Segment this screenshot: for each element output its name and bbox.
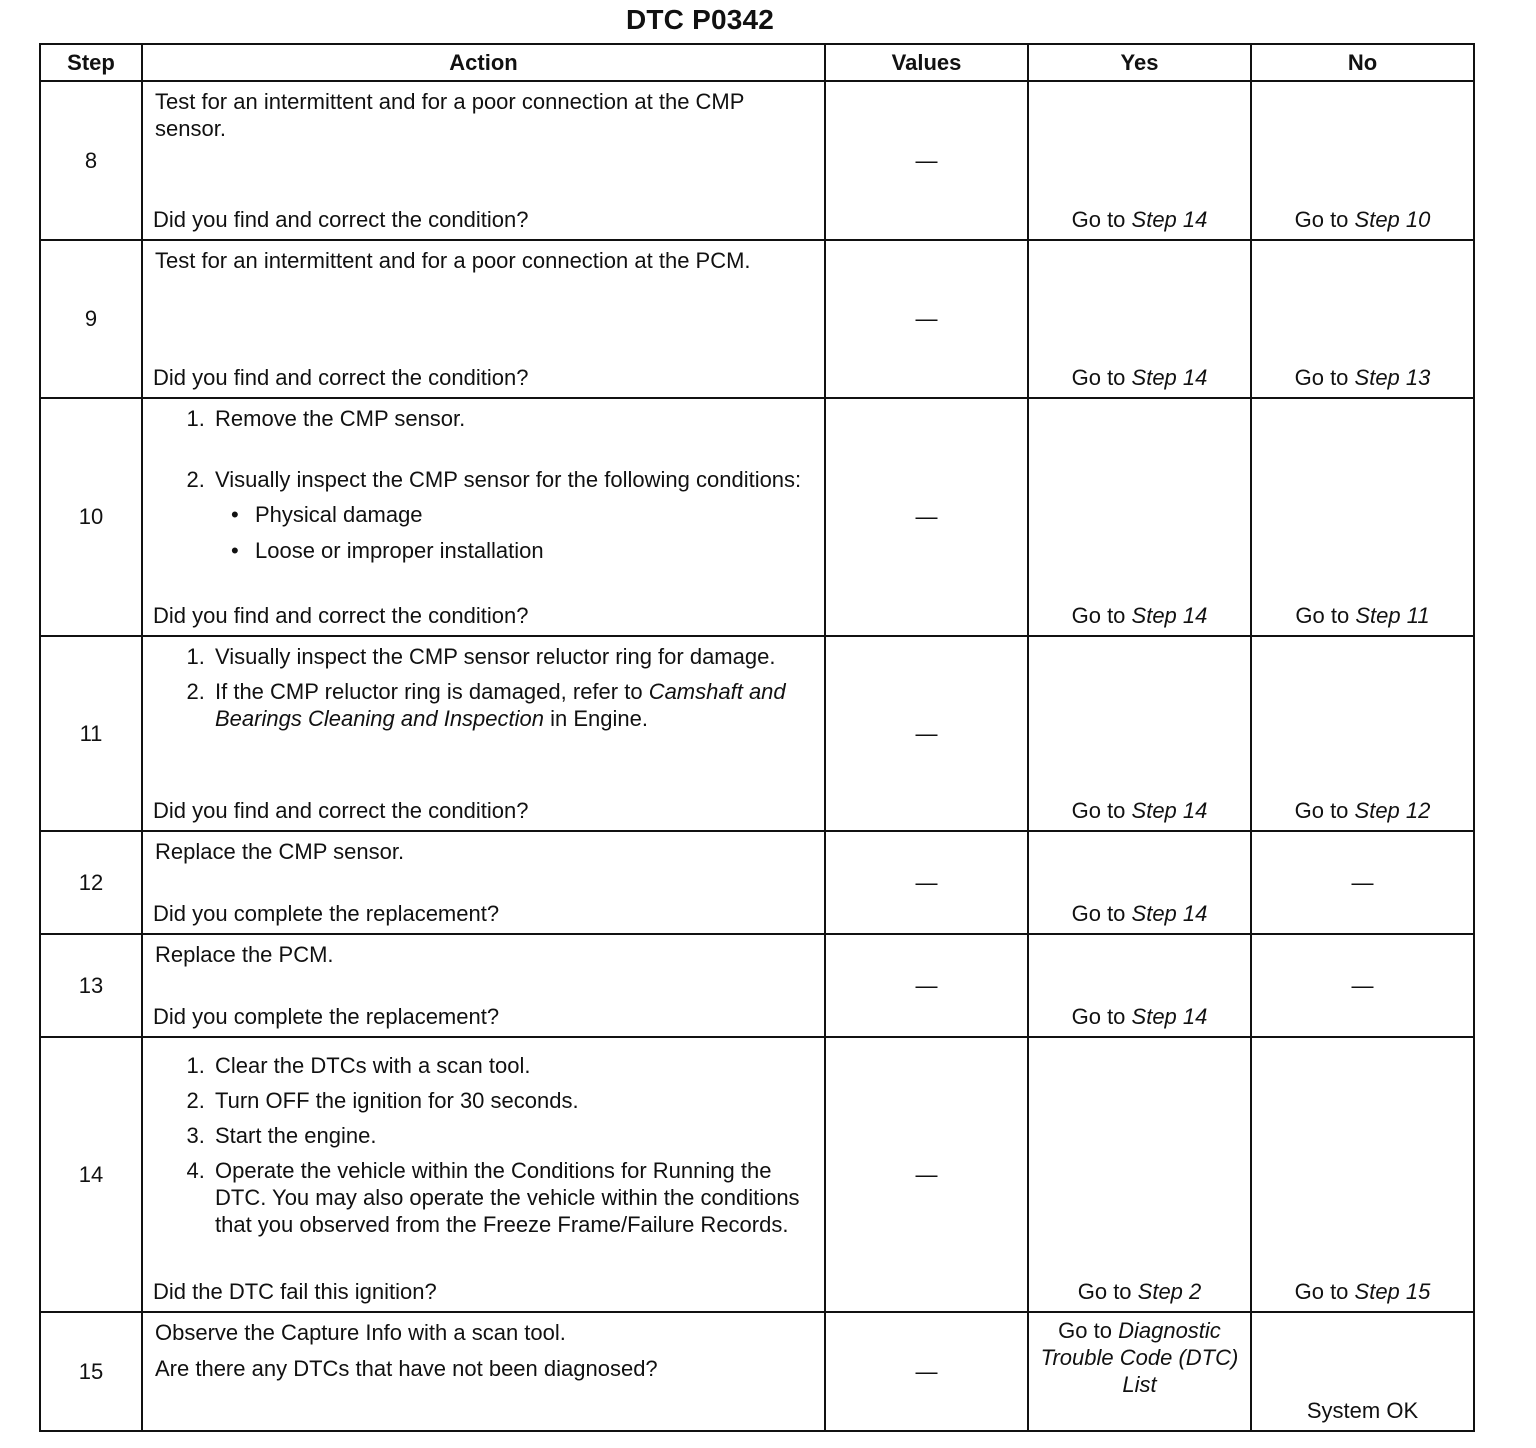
no-step-link[interactable]: Step 10	[1354, 207, 1431, 232]
table-row	[40, 1037, 1474, 1312]
header-no: No	[1251, 44, 1474, 81]
header-step: Step	[40, 44, 142, 81]
yes-prefix: Go to	[1058, 1318, 1119, 1343]
action-text: Observe the Capture Info with a scan tool.	[155, 1320, 566, 1345]
no-cell	[1251, 636, 1474, 831]
header-values: Values	[825, 44, 1028, 81]
action-question: Did you find and correct the condition?	[153, 365, 529, 390]
yes-prefix: Go to	[1071, 603, 1132, 628]
values-cell: —	[825, 831, 1028, 934]
condition-list	[215, 501, 814, 564]
step-number: 9	[40, 240, 142, 398]
header-action: Action	[142, 44, 825, 81]
yes-cell	[1028, 398, 1251, 636]
values-cell: —	[825, 81, 1028, 240]
step-number: 10	[40, 398, 142, 636]
no-prefix: Go to	[1294, 207, 1355, 232]
step-number: 11	[40, 636, 142, 831]
values-cell: —	[825, 636, 1028, 831]
yes-prefix: Go to	[1071, 365, 1132, 390]
action-text: Replace the CMP sensor.	[155, 839, 405, 864]
list-item: 1. Visually inspect the CMP sensor reluctor ring for damage.	[211, 643, 814, 670]
table-row	[40, 398, 1474, 636]
no-cell	[1251, 240, 1474, 398]
page-title: DTC P0342	[625, 4, 775, 35]
action-question: Did you complete the replacement?	[153, 1004, 500, 1029]
list-item: 1. Clear the DTCs with a scan tool.	[211, 1052, 814, 1079]
list-item-text: Visually inspect the CMP sensor for the following conditions:	[215, 467, 802, 492]
table-row	[40, 81, 1474, 240]
values-cell: —	[825, 240, 1028, 398]
no-step-link[interactable]: Step 15	[1354, 1279, 1431, 1304]
action-cell	[142, 636, 825, 831]
yes-prefix: Go to	[1071, 207, 1132, 232]
action-cell	[142, 934, 825, 1037]
step-number: 14	[40, 1037, 142, 1312]
list-item	[211, 678, 814, 732]
yes-cell	[1028, 240, 1251, 398]
no-prefix: Go to	[1294, 1279, 1355, 1304]
yes-step-link[interactable]: Step 14	[1131, 798, 1208, 823]
no-cell	[1251, 1037, 1474, 1312]
yes-cell	[1028, 934, 1251, 1037]
yes-step-link[interactable]: Step 14	[1131, 603, 1208, 628]
action-question: Did you find and correct the condition?	[153, 798, 529, 823]
action-cell	[142, 831, 825, 934]
table-row	[40, 831, 1474, 934]
diagnostic-table	[39, 43, 1475, 1432]
step-number: 15	[40, 1312, 142, 1431]
no-step-link[interactable]: Step 11	[1355, 603, 1430, 628]
table-row	[40, 1312, 1474, 1431]
procedure-list	[153, 405, 814, 564]
yes-cell	[1028, 831, 1251, 934]
values-cell: —	[825, 398, 1028, 636]
list-item: 1. Remove the CMP sensor.	[211, 405, 814, 432]
reference-link[interactable]: Camshaft and Bearings Cleaning and Inspection	[215, 679, 786, 731]
yes-prefix: Go to	[1071, 901, 1132, 926]
no-step-link[interactable]: Step 12	[1354, 798, 1431, 823]
action-question: Did you find and correct the condition?	[153, 207, 529, 232]
no-cell	[1251, 398, 1474, 636]
action-question: Did you complete the replacement?	[153, 901, 500, 926]
yes-cell	[1028, 1037, 1251, 1312]
action-cell	[142, 1037, 825, 1312]
no-cell: —	[1251, 934, 1474, 1037]
action-text: Replace the PCM.	[155, 942, 334, 967]
step-number: 12	[40, 831, 142, 934]
header-yes: Yes	[1028, 44, 1251, 81]
yes-step-link[interactable]: Step 14	[1131, 207, 1208, 232]
yes-step-link[interactable]: Step 2	[1137, 1279, 1202, 1304]
values-cell: —	[825, 1312, 1028, 1431]
bullet-item: • Loose or improper installation	[251, 537, 814, 564]
step-number: 13	[40, 934, 142, 1037]
yes-prefix: Go to	[1071, 1004, 1132, 1029]
action-question: Did you find and correct the condition?	[153, 603, 529, 628]
action-cell	[142, 81, 825, 240]
yes-cell	[1028, 636, 1251, 831]
yes-prefix: Go to	[1071, 798, 1132, 823]
action-text: Test for an intermittent and for a poor connection at the PCM.	[155, 248, 751, 273]
table-row	[40, 934, 1474, 1037]
no-prefix: Go to	[1294, 365, 1355, 390]
table-row	[40, 636, 1474, 831]
yes-step-link[interactable]: Step 14	[1131, 365, 1208, 390]
action-cell	[142, 398, 825, 636]
no-prefix: Go to	[1295, 603, 1356, 628]
list-item: 2. Turn OFF the ignition for 30 seconds.	[211, 1087, 814, 1114]
header-row	[40, 44, 1474, 81]
yes-cell	[1028, 1312, 1251, 1431]
yes-step-link[interactable]: Step 14	[1131, 1004, 1208, 1029]
list-item: 3. Start the engine.	[211, 1122, 814, 1149]
no-cell: System OK	[1251, 1312, 1474, 1431]
no-cell	[1251, 81, 1474, 240]
no-cell: —	[1251, 831, 1474, 934]
table-row	[40, 240, 1474, 398]
list-item-text: in Engine.	[544, 706, 648, 731]
action-cell	[142, 1312, 825, 1431]
action-question: Are there any DTCs that have not been diagnosed?	[155, 1356, 658, 1381]
action-text: Test for an intermittent and for a poor connection at the CMP sensor.	[155, 89, 745, 141]
action-question: Did the DTC fail this ignition?	[153, 1279, 437, 1304]
yes-cell	[1028, 81, 1251, 240]
list-item-text: If the CMP reluctor ring is damaged, refer to	[215, 679, 649, 704]
no-step-link[interactable]: Step 13	[1354, 365, 1431, 390]
yes-step-link[interactable]: Step 14	[1131, 901, 1208, 926]
yes-prefix: Go to	[1077, 1279, 1138, 1304]
bullet-item: • Physical damage	[251, 501, 814, 528]
action-cell	[142, 240, 825, 398]
values-cell: —	[825, 934, 1028, 1037]
list-item	[211, 466, 814, 564]
procedure-list	[153, 1052, 814, 1238]
values-cell: —	[825, 1037, 1028, 1312]
list-item: 4. Operate the vehicle within the Conditions for Running the DTC. You may also operate the vehicle within the conditions that you observed from the Freeze Frame/Failure Records.	[211, 1157, 814, 1238]
step-number: 8	[40, 81, 142, 240]
yes-dtc-list-link[interactable]: Diagnostic Trouble Code (DTC) List	[1040, 1318, 1239, 1397]
no-prefix: Go to	[1294, 798, 1355, 823]
procedure-list	[153, 643, 814, 732]
